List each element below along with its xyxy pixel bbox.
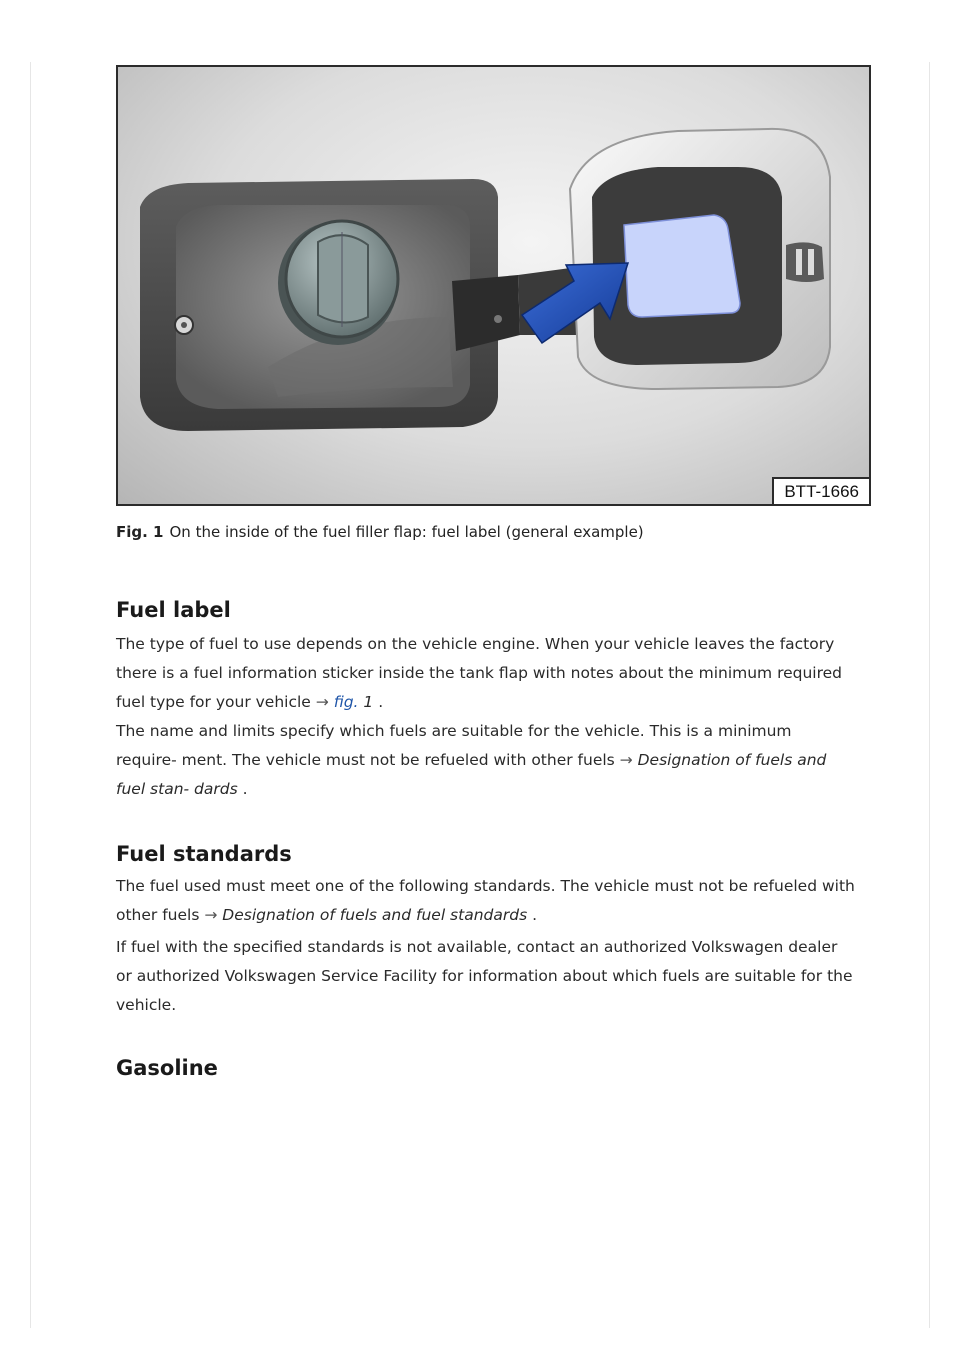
heading-fuel-label: Fuel label xyxy=(116,598,231,622)
paragraph-end: . xyxy=(527,906,538,924)
designation-reference[interactable]: Designation of fuels and fuel stan- dards xyxy=(116,751,827,798)
fuel-flap-illustration xyxy=(118,67,869,504)
flap-hinge xyxy=(452,275,520,351)
heading-fuel-standards: Fuel standards xyxy=(116,842,292,866)
paragraph-fuel-label-1 xyxy=(116,630,856,717)
figure-caption-label: Fig. 1 xyxy=(116,523,164,541)
paragraph-text: The name and limits specify which fuels are suitable for the vehicle. This is a minimum require- ment. The vehicle must not be refueled with other fuels xyxy=(116,722,792,769)
figure-caption-text: On the inside of the fuel filler flap: fuel label (general example) xyxy=(169,523,644,541)
paragraph-fuel-standards-1 xyxy=(116,872,856,930)
figure-caption xyxy=(116,521,876,543)
figure-reference-number: 1 xyxy=(363,693,374,711)
figure-code: BTT-1666 xyxy=(772,477,869,504)
designation-reference[interactable]: Designation of fuels and fuel standards xyxy=(222,906,528,924)
paragraph-fuel-label-2 xyxy=(116,717,856,804)
left-margin-rule xyxy=(30,62,31,1328)
paragraph-fuel-standards-2: If fuel with the specified standards is not available, contact an authorized Volkswagen dealer or authorized Volkswagen Service Facility for information about which fuels are suitable for the vehicle. xyxy=(116,938,853,1014)
reference-arrow-icon: → xyxy=(315,693,329,711)
fuel-info-sticker xyxy=(624,215,740,317)
heading-gasoline: Gasoline xyxy=(116,1056,218,1080)
paragraph-text: The type of fuel to use depends on the vehicle engine. When your vehicle leaves the factory there is a fuel information sticker inside the tank flap with notes about the minimum required fuel type for your vehicle xyxy=(116,635,843,711)
paragraph-text: The fuel used must meet one of the following standards. The vehicle must not be refueled with other fuels xyxy=(116,877,855,924)
reference-arrow-icon: → xyxy=(204,906,218,924)
flap-clip xyxy=(786,242,824,282)
fuel-filler-flap-figure xyxy=(116,65,871,506)
right-margin-rule xyxy=(929,62,930,1328)
figure-reference-link[interactable]: fig. xyxy=(333,693,359,711)
paragraph-end: . xyxy=(237,780,248,798)
reference-arrow-icon: → xyxy=(619,751,633,769)
paragraph-end: . xyxy=(373,693,384,711)
